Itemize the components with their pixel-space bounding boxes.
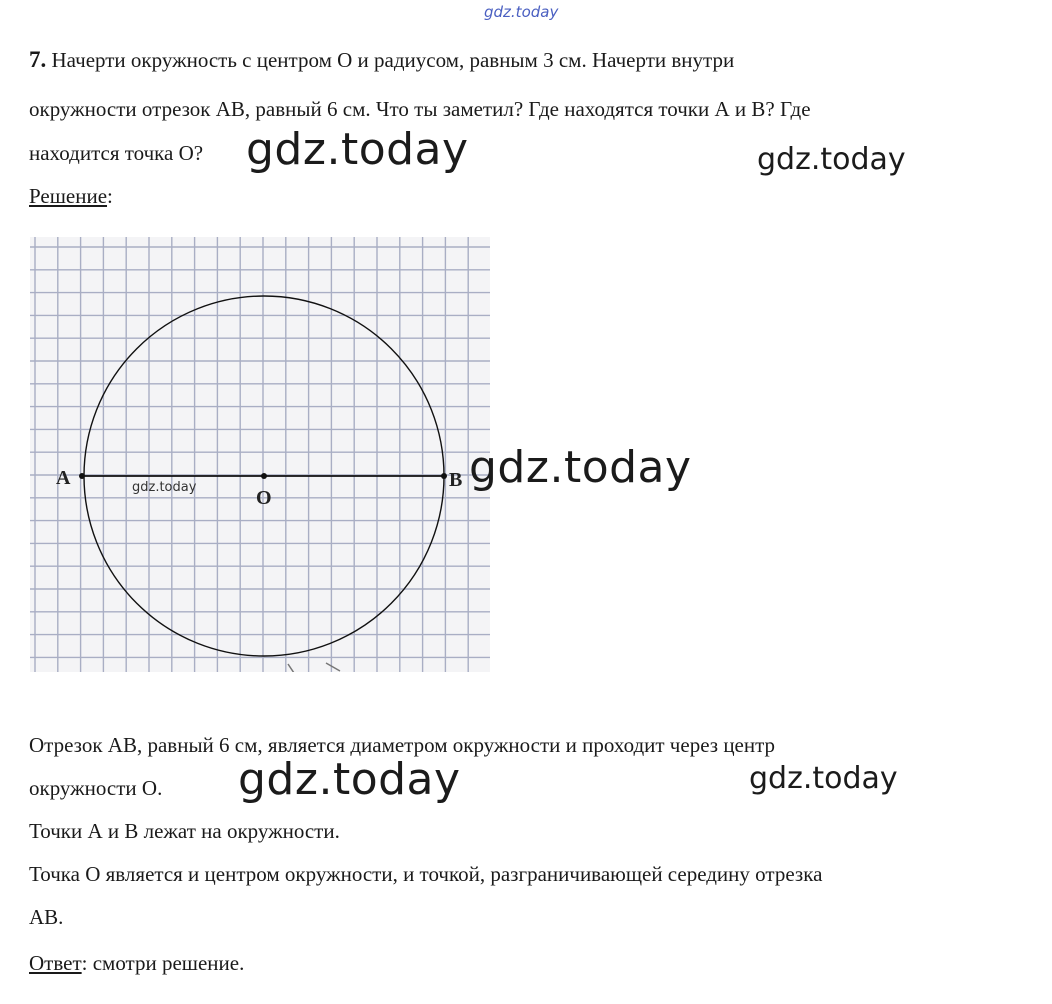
solution-heading bbox=[29, 184, 113, 209]
label-b: В bbox=[449, 469, 463, 491]
task-line-2: окружности отрезок АВ, равный 6 см. Что ты заметил? Где находятся точки А и В? Где bbox=[29, 97, 811, 121]
answer bbox=[29, 951, 244, 976]
watermark-3: gdz.today bbox=[469, 442, 692, 493]
grid-paper bbox=[30, 237, 490, 672]
watermark-figure: gdz.today bbox=[132, 480, 197, 495]
watermark-1: gdz.today bbox=[246, 124, 469, 175]
task-line-3: находится точка О? bbox=[29, 141, 204, 165]
explanation-line-1: Отрезок АВ, равный 6 см, является диаметром окружности и проходит через центр bbox=[29, 733, 776, 757]
task-number: 7. bbox=[29, 47, 47, 72]
watermark-5: gdz.today bbox=[749, 761, 898, 796]
task-line-1 bbox=[29, 47, 734, 73]
explanation-line-5: АВ. bbox=[29, 905, 64, 929]
watermark-4: gdz.today bbox=[238, 754, 461, 805]
explanation-line-2: окружности О. bbox=[29, 776, 163, 800]
answer-label: Ответ bbox=[29, 951, 82, 975]
label-o: О bbox=[256, 487, 272, 509]
solution-heading-label: Решение bbox=[29, 184, 108, 208]
task-text-1: Начерти окружность с центром О и радиусом, равным 3 см. Начерти внутри bbox=[51, 48, 735, 72]
figure-circle-diagram bbox=[30, 237, 490, 672]
solution-heading-colon: : bbox=[107, 184, 113, 208]
watermark-2: gdz.today bbox=[757, 142, 906, 177]
watermark-top: gdz.today bbox=[484, 3, 559, 21]
explanation-line-4: Точка О является и центром окружности, и точкой, разграничивающей середину отрезка bbox=[29, 862, 823, 886]
answer-text: : смотри решение. bbox=[81, 951, 245, 975]
point-b bbox=[441, 473, 447, 479]
point-a bbox=[79, 473, 85, 479]
explanation-line-3: Точки А и В лежат на окружности. bbox=[29, 819, 340, 843]
label-a: А bbox=[56, 467, 71, 489]
point-o bbox=[261, 473, 267, 479]
figure-svg bbox=[30, 237, 490, 672]
